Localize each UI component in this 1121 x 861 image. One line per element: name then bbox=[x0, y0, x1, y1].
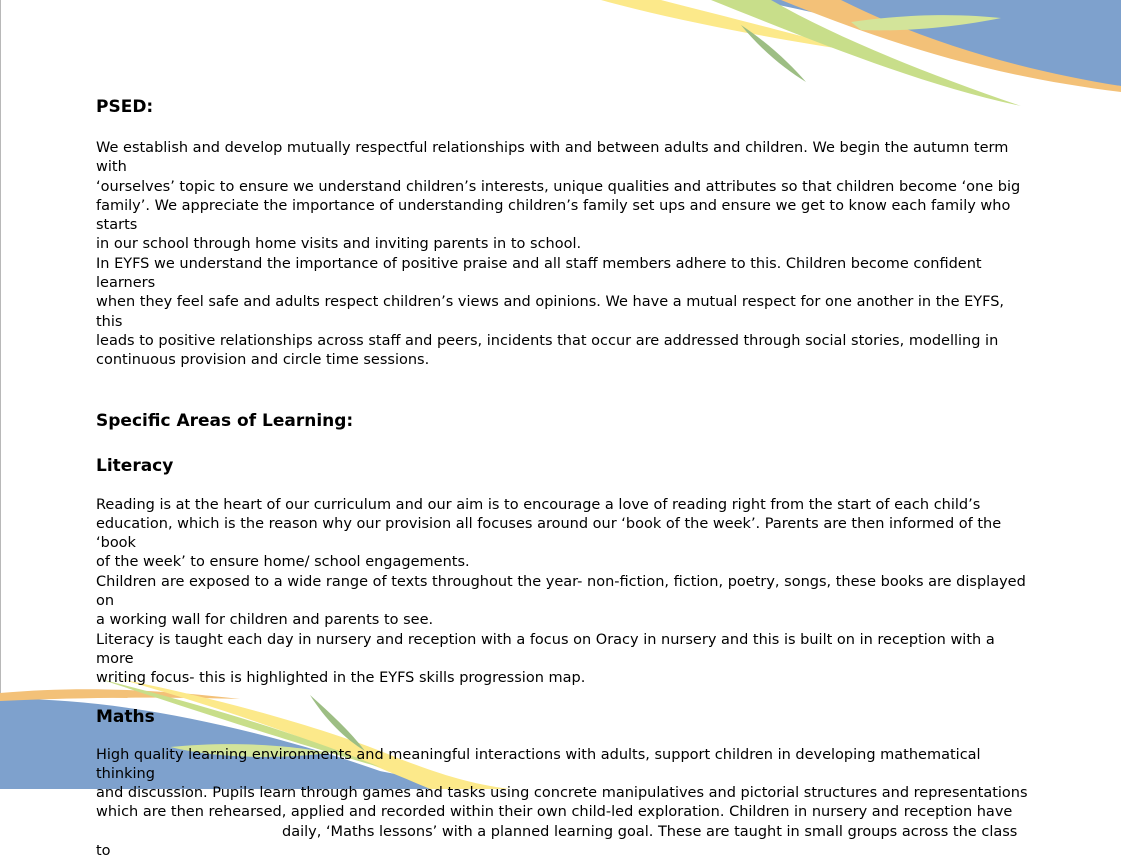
maths-paragraph bbox=[96, 746, 1031, 861]
maths-line: High quality learning environments and meaningful interactions with adults, support children in developing mathematical thinking bbox=[96, 746, 981, 782]
literacy-line: Children are exposed to a wide range of texts throughout the year- non-fiction, fiction, poetry, songs, these books are displayed on bbox=[96, 573, 1026, 610]
psed-line: We establish and develop mutually respectful relationships with and between adults and children. We begin the autumn term with bbox=[96, 140, 1009, 176]
psed-paragraph bbox=[96, 139, 1031, 371]
literacy-line: Literacy is taught each day in nursery and reception with a focus on Oracy in nursery and this is built on in reception with a more bbox=[96, 631, 995, 667]
document-body bbox=[96, 96, 1031, 861]
maths-line: and discussion. Pupils learn through games and tasks using concrete manipulatives and pictorial structures and representations bbox=[96, 785, 1028, 802]
psed-line: when they feel safe and adults respect children’s views and opinions. We have a mutual respect for one another in the EYFS, this bbox=[96, 294, 1005, 330]
maths-line: daily, ‘Maths lessons’ with a planned learning goal. These are taught in small groups across the class to bbox=[96, 823, 1018, 860]
page-left-border bbox=[0, 0, 1, 789]
maths-line: which are then rehearsed, applied and recorded within their own child-led exploration. Children in nursery and reception have bbox=[96, 804, 1013, 821]
psed-line: ‘ourselves’ topic to ensure we understand children’s interests, unique qualities and attributes so that children become ‘one big bbox=[96, 178, 1021, 195]
psed-line: continuous provision and circle time sessions. bbox=[96, 352, 430, 369]
psed-line: In EYFS we understand the importance of positive praise and all staff members adhere to this. Children become confident learners bbox=[96, 255, 982, 292]
literacy-line: writing focus- this is highlighted in the EYFS skills progression map. bbox=[96, 670, 586, 687]
literacy-line: a working wall for children and parents to see. bbox=[96, 612, 434, 629]
psed-heading: PSED: bbox=[96, 97, 154, 117]
specific-areas-heading: Specific Areas of Learning: bbox=[96, 410, 354, 431]
psed-line: leads to positive relationships across staff and peers, incidents that occur are addressed through social stories, modelling in bbox=[96, 332, 999, 349]
literacy-line: Reading is at the heart of our curriculum and our aim is to encourage a love of reading right from the start of each child’s bbox=[96, 496, 981, 513]
literacy-heading: Literacy bbox=[96, 455, 174, 476]
literacy-line: of the week’ to ensure home/ school engagements. bbox=[96, 554, 470, 571]
psed-line: family’. We appreciate the importance of understanding children’s family set ups and ensure we get to know each family who starts bbox=[96, 197, 1011, 234]
maths-heading: Maths bbox=[96, 706, 155, 727]
top-right-decoration bbox=[601, 0, 1121, 110]
literacy-line: education, which is the reason why our provision all focuses around our ‘book of the week’. Parents are then informed of the ‘book bbox=[96, 515, 1002, 552]
psed-line: in our school through home visits and inviting parents in to school. bbox=[96, 236, 582, 253]
literacy-paragraph bbox=[96, 496, 1031, 689]
